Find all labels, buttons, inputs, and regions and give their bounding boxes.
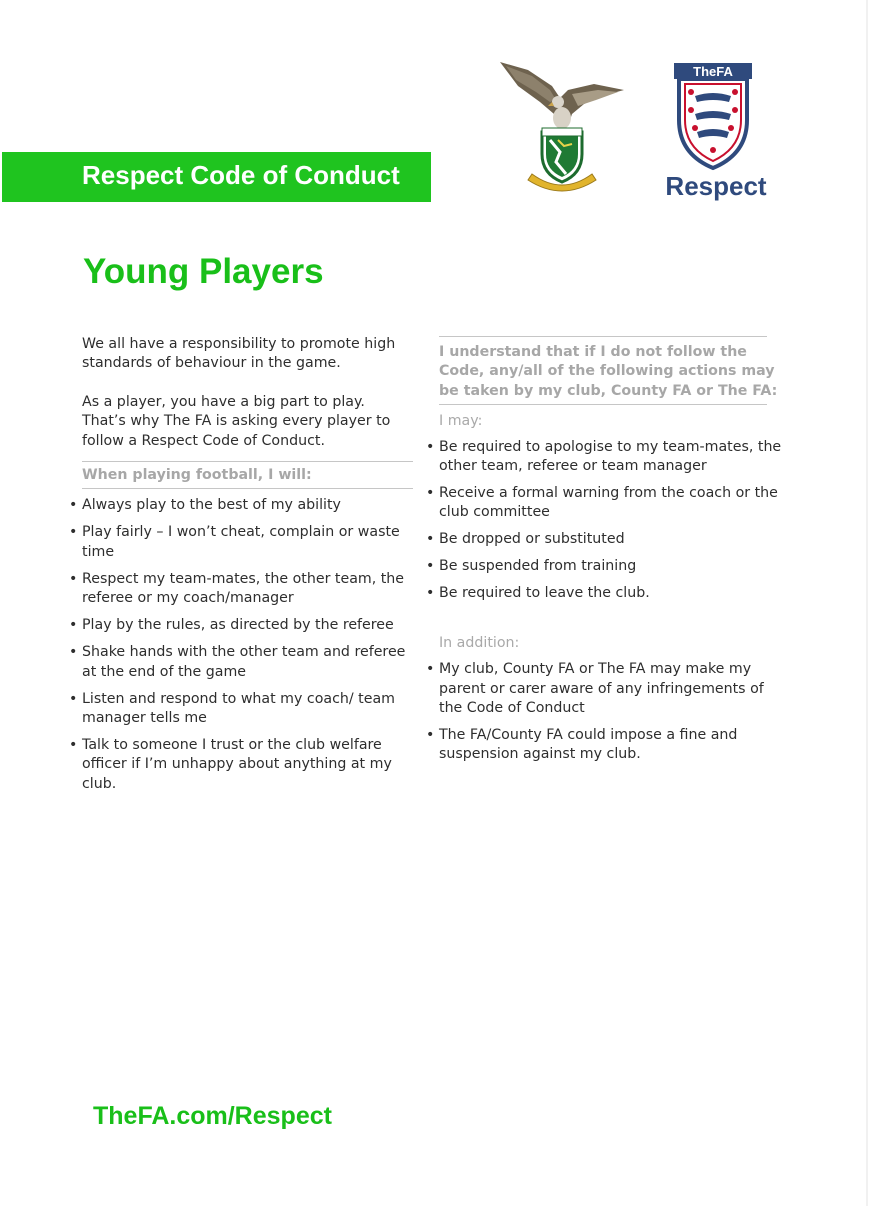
list-item: • Listen and respond to what my coach/ team manager tells me	[68, 690, 413, 729]
page-title: Young Players	[83, 252, 324, 291]
subheading-in-addition: In addition:	[439, 634, 520, 651]
intro-paragraph: We all have a responsibility to promote high standards of behaviour in the game.	[82, 336, 396, 372]
intro-paragraph: As a player, you have a big part to play. That’s why The FA is asking every player to follow a Respect Code of Conduct.	[82, 393, 391, 449]
fa-crest-label: TheFA	[693, 64, 733, 79]
list-item: • The FA/County FA could impose a fine and suspension against my club.	[425, 726, 785, 765]
list-item: • Be required to leave the club.	[425, 584, 785, 603]
list-item: • Be dropped or substituted	[425, 530, 785, 549]
divider	[82, 461, 413, 462]
list-item: • Be required to apologise to my team-mates, the other team, referee or team manager	[425, 438, 785, 477]
pledge-list	[68, 496, 413, 794]
consequences-list	[425, 438, 785, 604]
page-edge	[866, 0, 868, 1206]
addition-list	[425, 660, 785, 765]
list-item: • Receive a formal warning from the coach or the club committee	[425, 484, 785, 523]
footer-website-link[interactable]: TheFA.com/Respect	[93, 1102, 332, 1130]
fa-respect-wordmark: Respect	[665, 171, 767, 201]
banner-title: Respect Code of Conduct	[82, 160, 400, 190]
list-item: • Play fairly – I won’t cheat, complain or waste time	[68, 523, 413, 562]
subheading-i-may: I may:	[439, 413, 483, 430]
list-item: • Shake hands with the other team and referee at the end of the game	[68, 643, 413, 682]
divider	[82, 488, 413, 489]
list-item: • Always play to the best of my ability	[68, 496, 413, 515]
left-column	[68, 335, 413, 802]
right-column	[425, 336, 785, 772]
list-item: • Talk to someone I trust or the club welfare officer if I’m unhappy about anything at my club.	[68, 736, 413, 794]
stroud-fc-eagle-crest-icon	[498, 56, 626, 198]
list-item: • Be suspended from training	[425, 557, 785, 576]
list-item: • Play by the rules, as directed by the referee	[68, 616, 413, 635]
consequences-heading: I understand that if I do not follow the Code, any/all of the following actions may be taken by my club, County FA or The FA:	[439, 344, 778, 399]
divider	[439, 336, 767, 337]
section-heading: When playing football, I will:	[82, 467, 312, 484]
divider	[439, 404, 767, 405]
list-item: • Respect my team-mates, the other team, the referee or my coach/manager	[68, 570, 413, 609]
list-item: • My club, County FA or The FA may make my parent or carer aware of any infringements of the Code of Conduct	[425, 660, 785, 718]
